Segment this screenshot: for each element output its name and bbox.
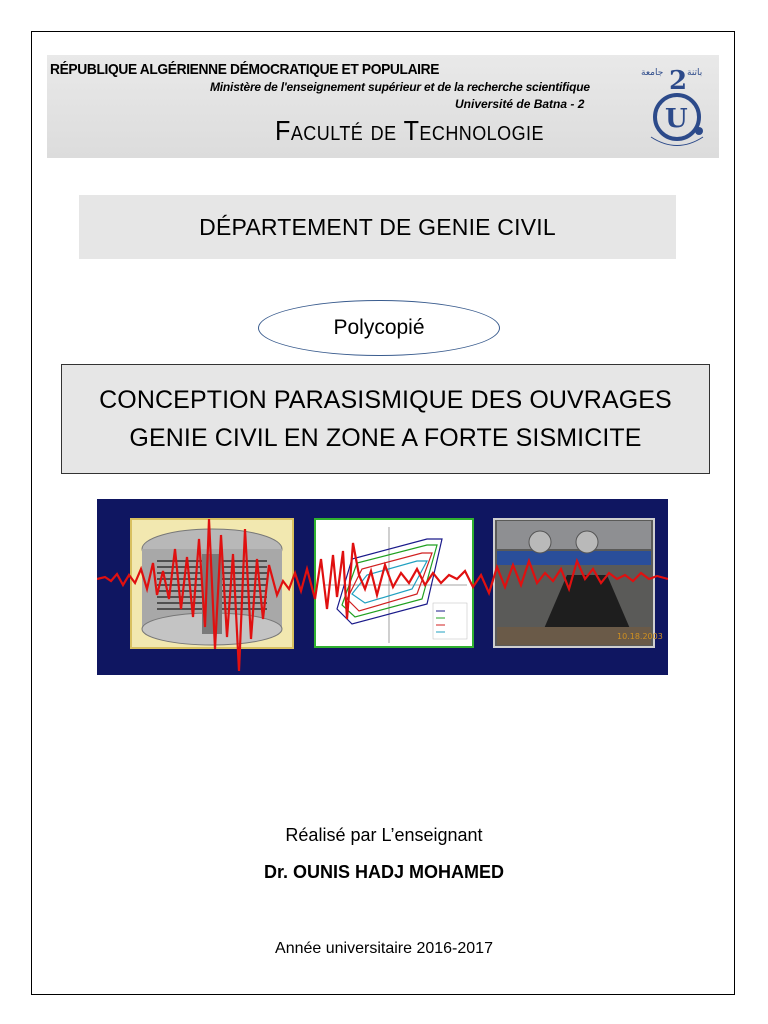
ministry-line: Ministère de l'enseignement supérieur et de la recherche scientifique (210, 80, 590, 94)
doc-type-label: Polycopié (333, 316, 425, 339)
svg-text:جامعة: جامعة (641, 68, 664, 78)
department-name: DÉPARTEMENT DE GENIE CIVIL (199, 213, 556, 240)
svg-text:10.18.2003: 10.18.2003 (617, 632, 663, 641)
svg-text:U: U (665, 104, 688, 134)
author-intro: Réalisé par L’enseignant (285, 825, 483, 845)
title-line-1: CONCEPTION PARASISMIQUE DES OUVRAGES (99, 386, 672, 414)
title-line-2: GENIE CIVIL EN ZONE A FORTE SISMICITE (129, 424, 642, 452)
faculty-title: Faculté de Technologie (275, 115, 544, 146)
illustration-svg (97, 499, 668, 675)
republic-heading: RÉPUBLIQUE ALGÉRIENNE DÉMOCRATIQUE ET POPULAIRE (50, 61, 440, 78)
doc-type-ellipse (258, 300, 500, 356)
svg-text:باتنة: باتنة (687, 68, 703, 78)
svg-text:2: 2 (669, 66, 688, 96)
header-banner (47, 55, 719, 158)
author-name: Dr. OUNIS HADJ MOHAMED (263, 862, 505, 882)
university-logo (637, 59, 715, 154)
academic-year: Année universitaire 2016-2017 (275, 940, 493, 957)
department-box (79, 195, 676, 259)
title-box (61, 364, 710, 474)
university-line: Université de Batna - 2 (455, 97, 585, 111)
illustration-banner (97, 499, 668, 675)
